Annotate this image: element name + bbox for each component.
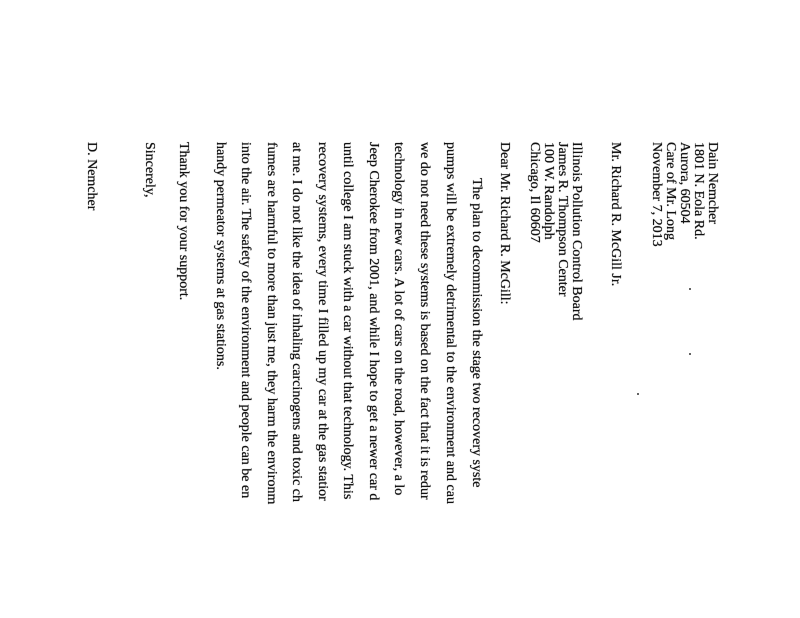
scan-speck: [689, 353, 691, 355]
body-line: pumps will be extremely detrimental to the environment and cau: [443, 142, 458, 504]
recipient-org: Illinois Pollution Control Board: [569, 142, 584, 321]
signature: D. Nemcher: [84, 142, 99, 211]
letter-date: November 7, 2013: [649, 142, 664, 247]
sender-care-of: Care of Mr. Long: [663, 142, 678, 240]
body-line: fumes are harmful to more than just me, they harm the environm: [264, 142, 279, 505]
body-line: until college I am stuck with a car without that technology. This: [340, 142, 355, 500]
sender-name: Dain Nemcher: [705, 142, 720, 225]
body-line: recovery systems, every time I filled up my car at the gas statior: [315, 142, 330, 501]
recipient-street: 100 W. Randolph: [541, 142, 556, 240]
salutation: Dear Mr. Richard R. McGill:: [497, 142, 512, 305]
recipient-city: Chicago, Il 60607: [527, 142, 542, 243]
sender-city: Aurora, 60504: [677, 142, 692, 224]
recipient-building: James R. Thompson Center: [555, 142, 570, 297]
body-line: into the air. The safety of the environment and people can be en: [238, 142, 253, 499]
body-line: Jeep Cherokee from 2001, and while I hope to get a newer car d: [366, 142, 381, 501]
thanks-line: Thank you for your support.: [176, 142, 191, 301]
body-line: at me. I do not like the idea of inhaling carcinogens and toxic ch: [289, 142, 304, 502]
closing: Sincerely,: [142, 142, 157, 198]
recipient-name: Mr. Richard R. McGill Jr.: [608, 142, 623, 287]
body-line: handy permeator systems at gas stations.: [213, 142, 228, 370]
body-line: we do not need these systems is based on the fact that it is redur: [417, 142, 432, 500]
body-line: The plan to decommission the stage two recovery syste: [469, 178, 484, 488]
scan-speck: [637, 393, 639, 395]
scan-speck: [689, 288, 691, 290]
body-line: technology in new cars. A lot of cars on the road, however, a lo: [391, 142, 406, 496]
sender-street: 1801 N. Eola Rd.: [691, 142, 706, 240]
